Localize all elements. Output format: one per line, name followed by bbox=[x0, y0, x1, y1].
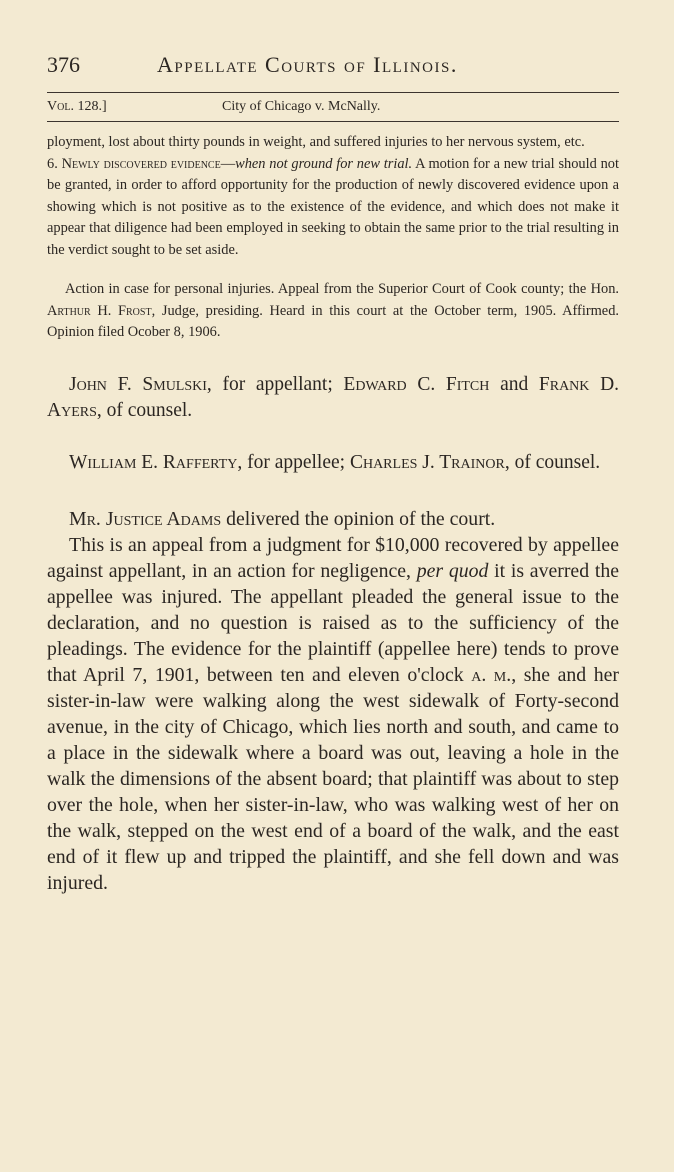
appellant-text-3: , of counsel. bbox=[96, 399, 193, 421]
appellee-text-2: , of counsel. bbox=[504, 451, 601, 473]
counsel-appellee bbox=[47, 450, 619, 476]
appellant-text-1: , for appellant; bbox=[206, 373, 333, 395]
headnote-number: 6. bbox=[47, 155, 58, 172]
counsel-appellant-paragraph bbox=[47, 372, 619, 424]
headnote-dash: — bbox=[220, 155, 236, 172]
appellant-attorney-3: Frank D. Ayers bbox=[47, 373, 620, 421]
statement-part2: , Judge, presiding. Heard in this court at the October term, 1905. Affirmed. Opinion filed Ocober 8, 1906. bbox=[47, 302, 619, 340]
opinion-body-am: a. m. bbox=[471, 663, 512, 686]
opinion bbox=[47, 506, 619, 896]
headnote-text: A motion for a new trial should not be granted, in order to afford opportunity for the production of newly discovered evidence upon a showing which is not positive as to the existence of the evidence, and which does not make it appear that diligence had been employed in seeking to obtain the same prior to the trial resulting in the verdict sought to be set aside. bbox=[47, 155, 619, 258]
opinion-intro bbox=[47, 506, 619, 532]
statement-part1: Action in case for personal injuries. Appeal from the Superior Court of Cook county; the Hon. bbox=[65, 281, 619, 297]
page-number: 376 bbox=[47, 52, 80, 77]
opinion-intro-text: delivered the opinion of the court. bbox=[226, 507, 496, 530]
headnote-item bbox=[47, 154, 619, 262]
headnote-caption: Newly discovered evidence bbox=[61, 155, 221, 172]
journal-title: Appellate Courts of Illinois. bbox=[157, 52, 458, 77]
case-statement bbox=[47, 279, 619, 344]
opinion-body-part1: This is an appeal from a judgment for $10,000 recovered by appellee against appellant, in an action for negligence, bbox=[47, 533, 619, 582]
appellant-attorney-2: Edward C. Fitch bbox=[343, 373, 490, 395]
counsel-appellant bbox=[47, 372, 619, 424]
headnote-italic: when not ground for new trial. bbox=[235, 155, 413, 172]
opinion-body-part2: it is averred the appellee was injured. The appellant pleaded the general issue to the declaration, and no question is raised as to the sufficiency of the pleadings. The evidence for the plaintiff (appellee here) tends to prove that April 7, 1901, between ten and eleven o'clock bbox=[47, 559, 619, 686]
appellee-attorney-2: Charles J. Trainor bbox=[349, 451, 505, 473]
appellee-attorney-1: William E. Rafferty bbox=[69, 451, 238, 473]
justice-name: Mr. Justice Adams bbox=[69, 507, 222, 530]
headnote bbox=[47, 132, 619, 261]
headnote-continuation: ployment, lost about thirty pounds in weight, and suffered injuries to her nervous system, etc. bbox=[47, 134, 585, 150]
judge-name: Arthur H. Frost bbox=[47, 302, 152, 319]
opinion-body bbox=[47, 532, 619, 896]
volume-label: Vol. 128.] bbox=[47, 99, 107, 114]
statement-paragraph bbox=[47, 279, 619, 344]
header-rule-bottom bbox=[47, 121, 619, 122]
counsel-appellee-paragraph bbox=[47, 450, 619, 476]
appellant-attorney-1: John F. Smulski bbox=[69, 373, 207, 395]
case-line bbox=[47, 93, 619, 121]
opinion-body-part3: , she and her sister-in-law were walking along the west sidewalk of Forty-second avenue, in the city of Chicago, which lies north and south, and came to a place in the sidewalk where a board was out, leaving a hole in the walk the dimensions of the absent board; that plaintiff was about to step over the hole, when her sister-in-law, who was walking west of her on the walk, stepped on the west end of a board of the walk, and the east end of it flew up and tripped the plaintiff, and she fell down and was injured. bbox=[47, 663, 620, 894]
running-head bbox=[47, 52, 619, 92]
appellee-text-1: , for appellee; bbox=[237, 451, 346, 473]
opinion-body-italic: per quod bbox=[416, 559, 489, 582]
appellant-text-2: and bbox=[500, 373, 529, 395]
case-name: City of Chicago v. McNally. bbox=[222, 99, 381, 114]
book-page bbox=[47, 52, 619, 896]
